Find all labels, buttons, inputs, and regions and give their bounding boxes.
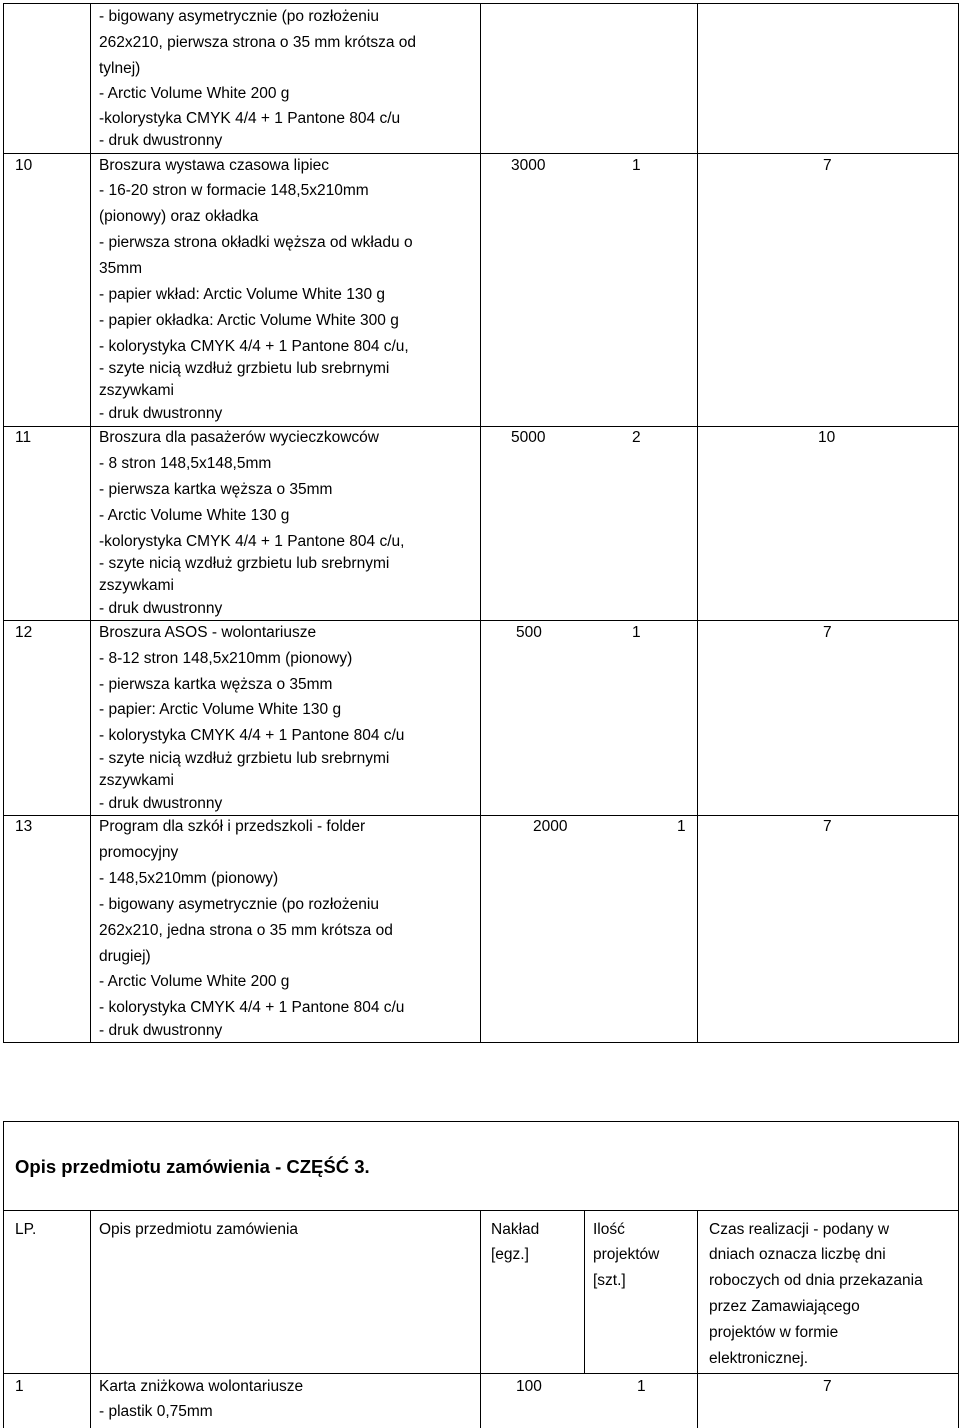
table-divider-czas bbox=[697, 1210, 698, 1428]
row-text: zszywkami bbox=[99, 772, 174, 789]
section-border-left bbox=[3, 1121, 4, 1428]
header-czas: elektronicznej. bbox=[709, 1350, 809, 1367]
header-naklad: Nakład bbox=[491, 1221, 540, 1238]
header-ilosc: projektów bbox=[593, 1246, 660, 1263]
row-text: 262x210, pierwsza strona o 35 mm krótsza od bbox=[99, 34, 417, 51]
row-text: - druk dwustronny bbox=[99, 600, 223, 617]
row-czas: 10 bbox=[818, 429, 836, 446]
row-text: - pierwsza kartka węższa o 35mm bbox=[99, 481, 333, 498]
row-text: - 148,5x210mm (pionowy) bbox=[99, 870, 279, 887]
row-text: zszywkami bbox=[99, 382, 174, 399]
row-text: Broszura wystawa czasowa lipiec bbox=[99, 157, 330, 174]
table-divider-naklad bbox=[584, 1210, 585, 1374]
row-lp: 13 bbox=[15, 818, 33, 835]
row-ilosc: 1 bbox=[632, 157, 641, 174]
row-text: - Arctic Volume White 200 g bbox=[99, 85, 290, 102]
row-text: Program dla szkół i przedszkoli - folder bbox=[99, 818, 366, 835]
table-border-right bbox=[958, 3, 959, 1043]
row-text: (pionowy) oraz okładka bbox=[99, 208, 259, 225]
row-text: - papier: Arctic Volume White 130 g bbox=[99, 701, 342, 718]
header-ilosc: [szt.] bbox=[593, 1272, 626, 1289]
table-border-left bbox=[3, 3, 4, 1043]
row-separator bbox=[3, 620, 959, 621]
row-naklad: 3000 bbox=[511, 157, 546, 174]
row-text: -kolorystyka CMYK 4/4 + 1 Pantone 804 c/u bbox=[99, 110, 401, 127]
row-ilosc: 2 bbox=[632, 429, 641, 446]
row-separator bbox=[3, 153, 959, 154]
row-text: - druk dwustronny bbox=[99, 405, 223, 422]
row-naklad: 500 bbox=[516, 624, 542, 641]
row-text: - kolorystyka CMYK 4/4 + 1 Pantone 804 c/u bbox=[99, 999, 405, 1016]
table-border-bottom bbox=[3, 1042, 959, 1043]
row-czas: 7 bbox=[823, 624, 832, 641]
row-ilosc: 1 bbox=[677, 818, 686, 835]
section-border-top bbox=[3, 1121, 959, 1122]
row-text: - Arctic Volume White 130 g bbox=[99, 507, 290, 524]
row-text: Broszura ASOS - wolontariusze bbox=[99, 624, 317, 641]
header-czas: Czas realizacji - podany w bbox=[709, 1221, 890, 1238]
row-lp: 10 bbox=[15, 157, 33, 174]
row-lp: 11 bbox=[15, 429, 32, 446]
row-naklad: 5000 bbox=[511, 429, 546, 446]
header-opis: Opis przedmiotu zamówienia bbox=[99, 1221, 299, 1238]
row-text: - szyte nicią wzdłuż grzbietu lub srebrnymi bbox=[99, 750, 390, 767]
header-ilosc: Ilość bbox=[593, 1221, 625, 1238]
row-separator bbox=[3, 815, 959, 816]
row-text: - pierwsza strona okładki węższa od wkładu o bbox=[99, 234, 413, 251]
row-naklad: 2000 bbox=[533, 818, 568, 835]
row-text: - druk dwustronny bbox=[99, 795, 223, 812]
row-text: - kolorystyka CMYK 4/4 + 1 Pantone 804 c/u bbox=[99, 727, 405, 744]
row-text: - druk dwustronny bbox=[99, 132, 223, 149]
row-text: - papier okładka: Arctic Volume White 300 g bbox=[99, 312, 399, 329]
row-lp: 1 bbox=[15, 1378, 24, 1395]
table-divider-lp bbox=[90, 1210, 91, 1428]
row-text: 35mm bbox=[99, 260, 143, 277]
row-czas: 7 bbox=[823, 1378, 832, 1395]
header-czas: przez Zamawiającego bbox=[709, 1298, 860, 1315]
row-text: drugiej) bbox=[99, 948, 151, 965]
table-divider-opis bbox=[480, 1210, 481, 1428]
row-text: - plastik 0,75mm bbox=[99, 1403, 213, 1420]
section-border-right bbox=[958, 1121, 959, 1428]
table-divider-czas bbox=[697, 3, 698, 1043]
header-lp: LP. bbox=[15, 1221, 37, 1238]
row-text: - kolorystyka CMYK 4/4 + 1 Pantone 804 c/u, bbox=[99, 338, 409, 355]
row-text: zszywkami bbox=[99, 577, 174, 594]
row-text: -kolorystyka CMYK 4/4 + 1 Pantone 804 c/u, bbox=[99, 533, 405, 550]
row-czas: 7 bbox=[823, 818, 832, 835]
row-text: - druk dwustronny bbox=[99, 1022, 223, 1039]
row-text: - 8-12 stron 148,5x210mm (pionowy) bbox=[99, 650, 353, 667]
header-czas: dniach oznacza liczbę dni bbox=[709, 1246, 886, 1263]
row-text: tylnej) bbox=[99, 60, 141, 77]
row-ilosc: 1 bbox=[632, 624, 641, 641]
row-text: promocyjny bbox=[99, 844, 179, 861]
table-border-top bbox=[3, 3, 959, 4]
row-text: - szyte nicią wzdłuż grzbietu lub srebrnymi bbox=[99, 555, 390, 572]
row-text: Karta zniżkowa wolontariusze bbox=[99, 1378, 304, 1395]
header-separator bbox=[3, 1373, 959, 1374]
row-text: - szyte nicią wzdłuż grzbietu lub srebrnymi bbox=[99, 360, 390, 377]
table-divider-opis bbox=[480, 3, 481, 1043]
row-text: - Arctic Volume White 200 g bbox=[99, 973, 290, 990]
row-text: - bigowany asymetrycznie (po rozłożeniu bbox=[99, 8, 379, 25]
row-text: Broszura dla pasażerów wycieczkowców bbox=[99, 429, 379, 446]
section-title: Opis przedmiotu zamówienia - CZĘŚĆ 3. bbox=[15, 1156, 370, 1177]
row-text: - 8 stron 148,5x148,5mm bbox=[99, 455, 272, 472]
title-separator bbox=[3, 1210, 959, 1211]
row-ilosc: 1 bbox=[637, 1378, 646, 1395]
header-naklad: [egz.] bbox=[491, 1246, 529, 1263]
row-czas: 7 bbox=[823, 157, 832, 174]
row-text: - pierwsza kartka węższa o 35mm bbox=[99, 676, 333, 693]
header-czas: projektów w formie bbox=[709, 1324, 839, 1341]
row-lp: 12 bbox=[15, 624, 33, 641]
row-text: - papier wkład: Arctic Volume White 130 g bbox=[99, 286, 386, 303]
header-czas: roboczych od dnia przekazania bbox=[709, 1272, 923, 1289]
row-text: 262x210, jedna strona o 35 mm krótsza od bbox=[99, 922, 393, 939]
row-separator bbox=[3, 426, 959, 427]
row-naklad: 100 bbox=[516, 1378, 542, 1395]
table-divider-lp bbox=[90, 3, 91, 1043]
row-text: - 16-20 stron w formacie 148,5x210mm bbox=[99, 182, 369, 199]
row-text: - bigowany asymetrycznie (po rozłożeniu bbox=[99, 896, 379, 913]
